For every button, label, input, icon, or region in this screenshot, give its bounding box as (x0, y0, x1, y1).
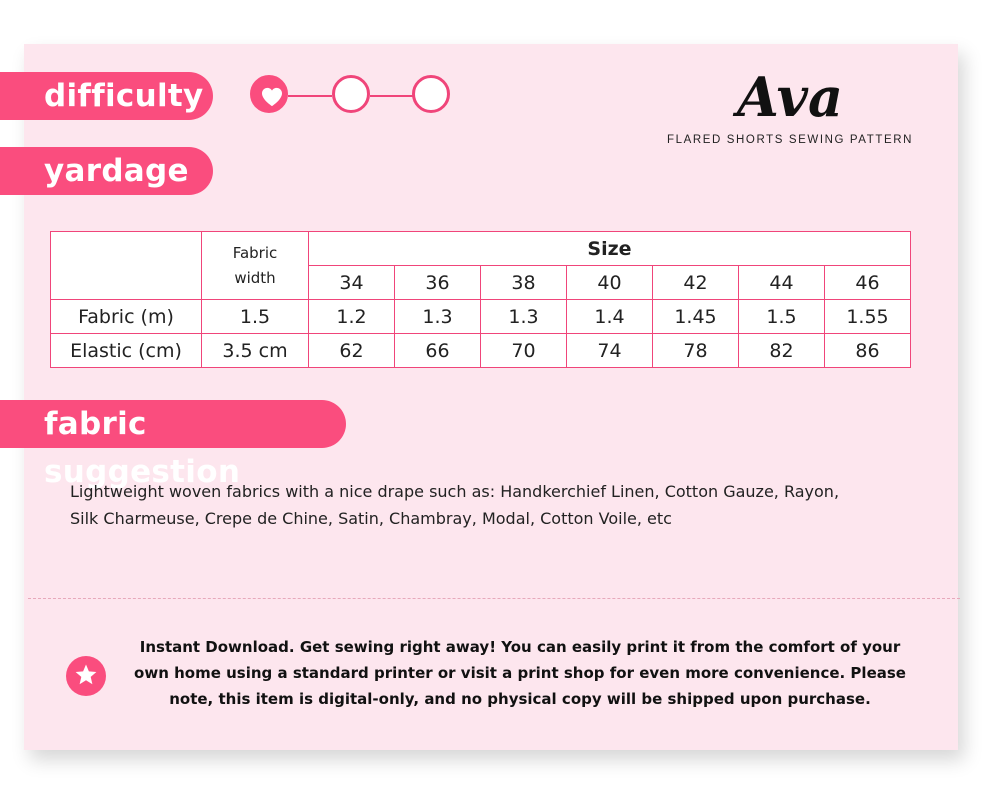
fabric-width-header-line: Fabric (232, 243, 278, 262)
row-value: 62 (309, 334, 395, 368)
fabric-suggestion-line: Silk Charmeuse, Crepe de Chine, Satin, Chambray, Modal, Cotton Voile, etc (70, 509, 672, 528)
difficulty-heading: difficulty (0, 72, 213, 120)
yardage-heading: yardage (0, 147, 213, 195)
row-value: 1.4 (567, 300, 653, 334)
difficulty-connector (370, 95, 414, 97)
heart-icon (261, 87, 283, 107)
size-cell: 46 (825, 266, 911, 300)
notice-line: Instant Download. Get sewing right away! You can easily print it from the comfort of your (139, 638, 901, 656)
size-header: Size (309, 232, 911, 266)
row-value: 74 (567, 334, 653, 368)
size-cell: 34 (309, 266, 395, 300)
row-value: 1.45 (653, 300, 739, 334)
size-cell: 40 (567, 266, 653, 300)
star-icon (74, 663, 98, 687)
brand-logo (700, 62, 880, 130)
table-corner-cell (51, 232, 202, 300)
difficulty-level-3 (412, 75, 450, 113)
row-value: 1.2 (309, 300, 395, 334)
fabric-width-header (202, 232, 309, 300)
table-row-elastic (51, 334, 911, 368)
pattern-subtitle: FLARED SHORTS SEWING PATTERN (666, 134, 914, 146)
yardage-table (50, 231, 911, 368)
difficulty-level-2 (332, 75, 370, 113)
fabric-width-header-line: width (234, 268, 276, 287)
fabric-suggestion-line: Lightweight woven fabrics with a nice drape such as: Handkerchief Linen, Cotton Gauze, Rayon, (70, 482, 840, 501)
row-label: Fabric (m) (51, 300, 202, 334)
row-value: 1.3 (395, 300, 481, 334)
row-value: 78 (653, 334, 739, 368)
download-notice (120, 634, 920, 712)
size-cell: 38 (481, 266, 567, 300)
row-value: 66 (395, 334, 481, 368)
table-row-fabric (51, 300, 911, 334)
difficulty-connector (288, 95, 332, 97)
notice-line: own home using a standard printer or visit a print shop for even more convenience. Please (134, 664, 906, 682)
size-cell: 44 (739, 266, 825, 300)
row-label: Elastic (cm) (51, 334, 202, 368)
svg-text:Ava: Ava (736, 65, 844, 129)
section-divider (28, 598, 960, 599)
row-value: 86 (825, 334, 911, 368)
row-value: 70 (481, 334, 567, 368)
notice-line: note, this item is digital-only, and no physical copy will be shipped upon purchase. (169, 690, 871, 708)
brand-block (660, 62, 920, 146)
size-cell: 36 (395, 266, 481, 300)
size-cell: 42 (653, 266, 739, 300)
fabric-suggestion-heading: fabric suggestion (0, 400, 346, 448)
difficulty-rating (248, 73, 452, 119)
row-value: 1.5 (739, 300, 825, 334)
row-value: 1.3 (481, 300, 567, 334)
fabric-suggestion-text (70, 478, 930, 532)
notice-badge (66, 656, 106, 696)
row-width: 1.5 (202, 300, 309, 334)
row-value: 1.55 (825, 300, 911, 334)
row-width: 3.5 cm (202, 334, 309, 368)
difficulty-level-1 (250, 75, 288, 113)
row-value: 82 (739, 334, 825, 368)
